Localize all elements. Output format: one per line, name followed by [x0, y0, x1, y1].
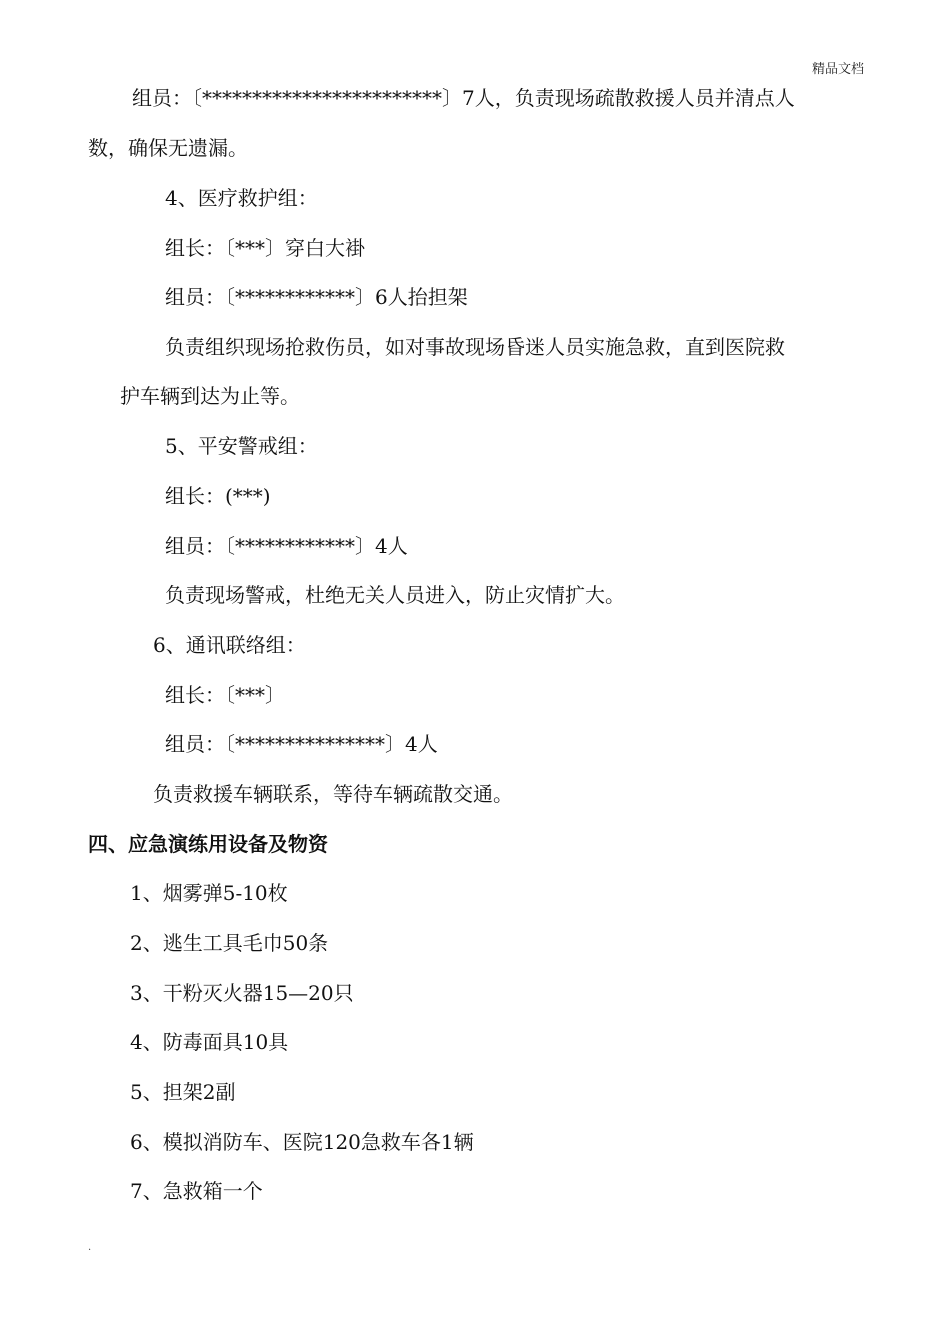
body-line: 组长：(***) [165, 484, 271, 508]
list-item: 1、烟雾弹5-10枚 [130, 881, 288, 905]
list-item: 5、担架2副 [130, 1080, 236, 1104]
body-line: 数，确保无遗漏。 [88, 136, 248, 160]
body-line: 组员：〔************************〕7人，负责现场疏散救援人员并清点人 [132, 86, 795, 110]
list-item: 7、急救箱一个 [130, 1179, 263, 1203]
body-line: 负责现场警戒，杜绝无关人员进入，防止灾情扩大。 [165, 583, 625, 607]
body-line: 负责救援车辆联系，等待车辆疏散交通。 [153, 782, 513, 806]
list-item: 3、干粉灭火器15—20只 [130, 981, 354, 1005]
section-heading: 6、通讯联络组： [153, 633, 306, 657]
chapter-heading: 四、应急演练用设备及物资 [88, 832, 328, 856]
list-item: 6、模拟消防车、医院120急救车各1辆 [130, 1130, 474, 1154]
body-line: 负责组织现场抢救伤员，如对事故现场昏迷人员实施急救，直到医院救 [165, 335, 785, 359]
section-heading: 5、平安警戒组： [165, 434, 318, 458]
header-watermark: 精品文档 [811, 62, 864, 77]
body-line: 组长：〔***〕穿白大褂 [165, 236, 365, 260]
section-heading: 4、医疗救护组： [165, 186, 318, 210]
body-line: 组长：〔***〕 [165, 683, 285, 707]
body-line: 组员：〔************〕4人 [165, 534, 408, 558]
body-line: 组员：〔************〕6人抬担架 [165, 285, 468, 309]
list-item: 4、防毒面具10具 [130, 1030, 289, 1054]
footer-mark: . [88, 1242, 92, 1253]
body-line: 组员：〔***************〕4人 [165, 732, 438, 756]
list-item: 2、逃生工具毛巾50条 [130, 931, 329, 955]
body-line: 护车辆到达为止等。 [120, 384, 300, 408]
